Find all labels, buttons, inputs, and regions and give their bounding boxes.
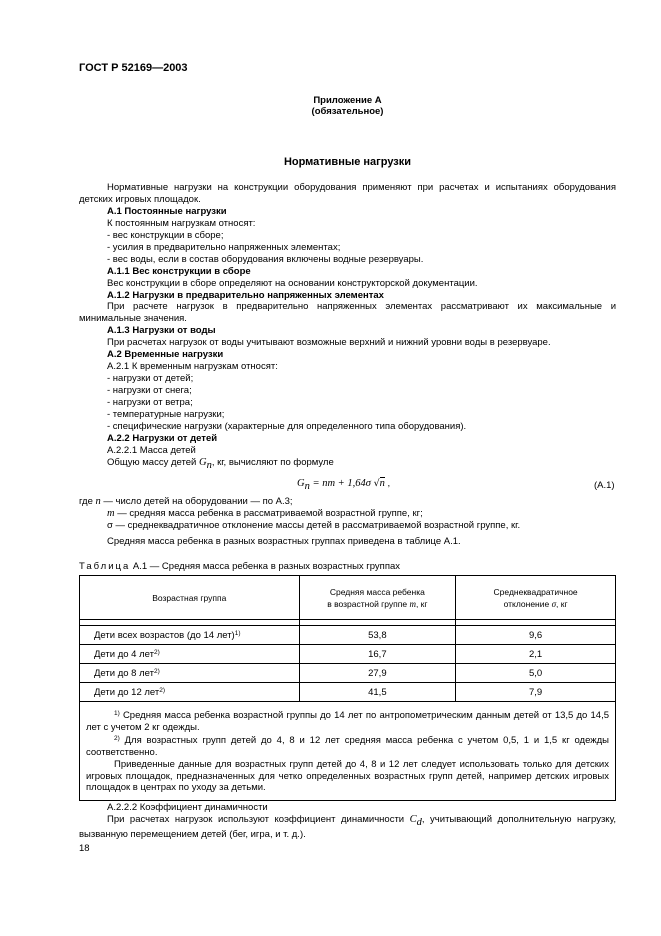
where-line: где n — число детей на оборудовании — по А.3; <box>79 496 293 507</box>
a21-lead: А.2.1 К временным нагрузкам относят: <box>107 361 278 372</box>
heading-a13: А.1.3 Нагрузки от воды <box>107 325 216 336</box>
appendix-title: Приложение А <box>313 95 382 106</box>
a1-item: - вес конструкции в сборе; <box>107 230 224 241</box>
where-line: σ — среднеквадратичное отклонение массы детей в рассматриваемой возрастной группе, кг. <box>107 520 521 531</box>
table-note: $^{2)}$ Для возрастных групп детей до 4, 8 и 12 лет средняя масса ребенка с учетом 0,5, 1 и 1,5 кг одежды соответственно. <box>86 735 609 759</box>
formula-a1: $G_n$ = nm + 1,64σ √n , <box>297 478 391 492</box>
formula-number: (А.1) <box>594 480 615 491</box>
section-title: Нормативные нагрузки <box>283 156 412 168</box>
a2-item: - температурные нагрузки; <box>107 409 225 420</box>
mass-table <box>79 575 616 801</box>
document-code: ГОСТ Р 52169—2003 <box>79 62 188 74</box>
header-std-dev: Среднеквадратичное отклонение σ, кг <box>456 576 616 620</box>
table-row: Дети до 8 лет$^{2)}$ 27,9 5,0 <box>80 664 616 683</box>
header-age-group: Возрастная группа <box>80 576 300 620</box>
a222-text: При расчетах нагрузок используют коэффициент динамичности $C_d$, учитывающий дополнительную нагрузку, вызванную перемещением детей (бег, игра, и т. д.). <box>79 814 617 840</box>
header-mean-mass: Средняя масса ребенка в возрастной группе m, кг <box>299 576 456 620</box>
a2-item: - специфические нагрузки (характерные для определенного типа оборудования). <box>107 421 467 432</box>
table-row: Дети до 4 лет$^{2)}$ 16,7 2,1 <box>80 645 616 664</box>
table-reference: Средняя масса ребенка в разных возрастных группах приведена в таблице А.1. <box>107 536 461 547</box>
heading-a2: А.2 Временные нагрузки <box>107 349 224 360</box>
intro-paragraph: Нормативные нагрузки на конструкции оборудования применяют при расчетах и испытаниях оборудования детских игровых площадок. <box>79 182 616 205</box>
a222-heading: А.2.2.2 Коэффициент динамичности <box>107 802 268 813</box>
a221-heading: А.2.2.1 Масса детей <box>107 445 196 456</box>
table-row: Дети до 12 лет$^{2)}$ 41,5 7,9 <box>80 683 616 702</box>
appendix-subtitle: (обязательное) <box>311 106 384 117</box>
heading-a12: А.1.2 Нагрузки в предварительно напряженных элементах <box>107 290 384 301</box>
a12-text: При расчете нагрузок в предварительно напряженных элементах рассматривают их максимальные и минимальные значения. <box>79 301 616 324</box>
heading-a11: А.1.1 Вес конструкции в сборе <box>107 266 251 277</box>
a1-lead: К постоянным нагрузкам относят: <box>107 218 256 229</box>
table-note: Приведенные данные для возрастных групп детей до 4, 8 и 12 лет следует использовать только для детских игровых площадок, предназначенных для четко определенных возрастных групп детей, например детских игровых площадок в центрах по уходу за детьми. <box>86 758 609 794</box>
table-note: $^{1)}$ Средняя масса ребенка возрастной группы до 14 лет по антропометрическим данным детей от 13,5 до 14,5 лет с учетом 2 кг одежды. <box>86 710 609 733</box>
formula-intro: Общую массу детей $G_n$, кг, вычисляют по формуле <box>107 457 334 471</box>
table-header-row <box>80 576 616 620</box>
heading-a1: А.1 Постоянные нагрузки <box>107 206 227 217</box>
a2-item: - нагрузки от снега; <box>107 385 192 396</box>
where-line: m — средняя масса ребенка в рассматриваемой возрастной группе, кг; <box>107 508 423 519</box>
table-notes-row <box>80 702 616 801</box>
table-caption: Таблица А.1 — Средняя масса ребенка в разных возрастных группах <box>79 561 400 572</box>
a1-item: - усилия в предварительно напряженных элементах; <box>107 242 341 253</box>
heading-a22: А.2.2 Нагрузки от детей <box>107 433 218 444</box>
page-number: 18 <box>79 843 90 854</box>
a2-item: - нагрузки от ветра; <box>107 397 193 408</box>
a2-item: - нагрузки от детей; <box>107 373 194 384</box>
a11-text: Вес конструкции в сборе определяют на основании конструкторской документации. <box>107 278 478 289</box>
a1-item: - вес воды, если в состав оборудования включены водные резервуары. <box>107 254 424 265</box>
table-row: Дети всех возрастов (до 14 лет)$^{1)}$ 53,8 9,6 <box>80 626 616 645</box>
a13-text: При расчетах нагрузок от воды учитывают возможные верхний и нижний уровни воды в резервуаре. <box>107 337 551 348</box>
